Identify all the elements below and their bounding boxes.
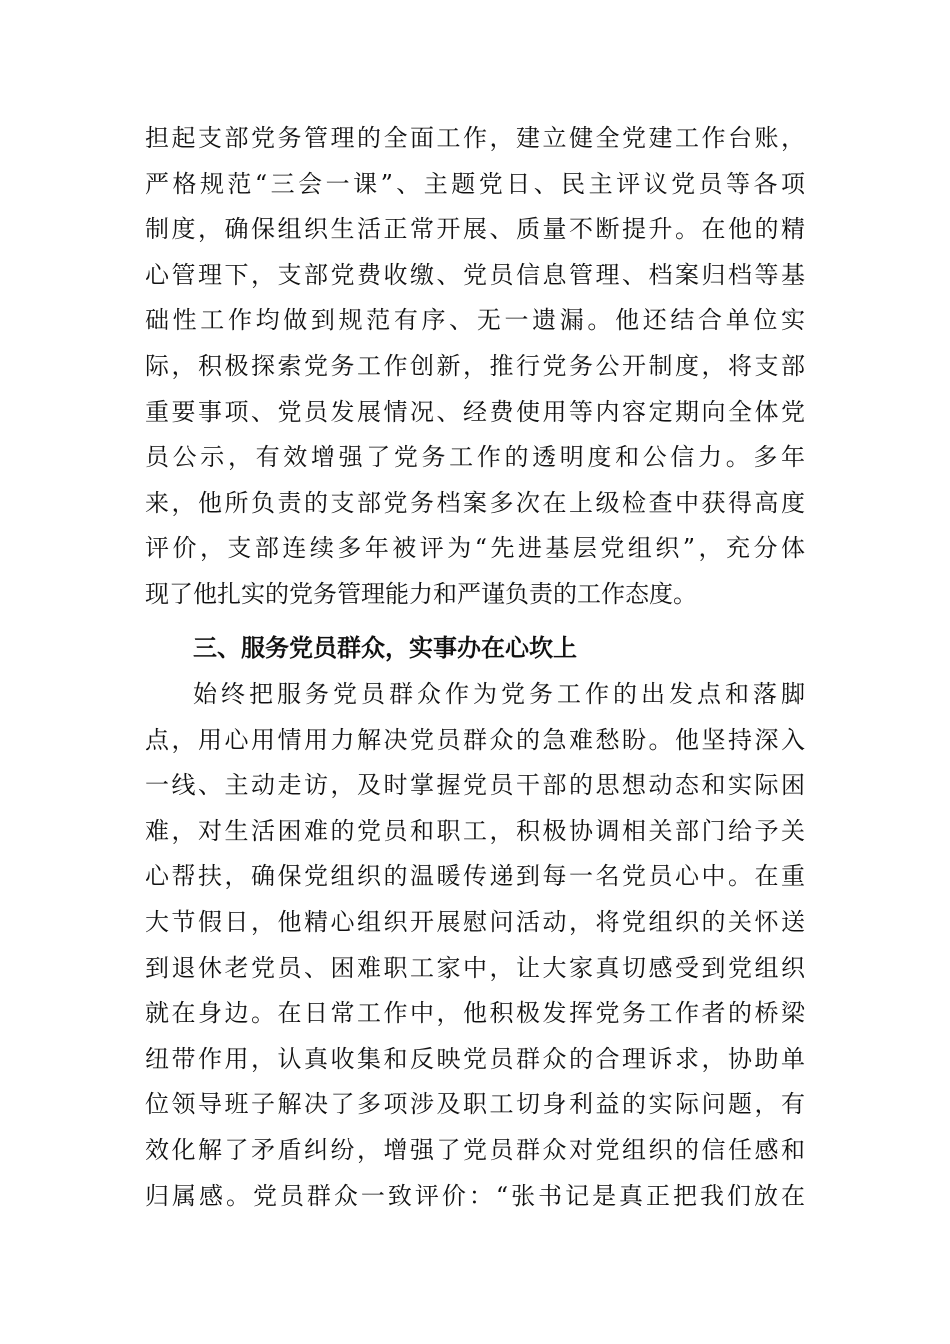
text-line: 重要事项、党员发展情况、经费使用等内容定期向全体党 — [145, 397, 805, 426]
paragraph-party-affairs-management — [145, 116, 805, 618]
text-line: 就在身边。在日常工作中，他积极发挥党务工作者的桥梁 — [145, 999, 805, 1028]
text-line: 担起支部党务管理的全面工作，建立健全党建工作台账， — [145, 124, 805, 152]
text-line: 一线、主动走访，及时掌握党员干部的思想动态和实际困 — [145, 771, 805, 800]
text-line: 制度，确保组织生活正常开展、质量不断提升。在他的精 — [145, 215, 805, 244]
text-line: 心帮扶，确保党组织的温暖传递到每一名党员心中。在重 — [145, 862, 805, 891]
text-line: 到退休老党员、困难职工家中，让大家真切感受到党组织 — [145, 953, 805, 982]
text-line: 现了他扎实的党务管理能力和严谨负责的工作态度。 — [145, 579, 697, 608]
text-line: 点，用心用情用力解决党员群众的急难愁盼。他坚持深入 — [145, 725, 805, 754]
section-heading-block — [145, 626, 805, 672]
text-line: 员公示，有效增强了党务工作的透明度和公信力。多年 — [145, 443, 805, 472]
text-line: 来，他所负责的支部党务档案多次在上级检查中获得高度 — [145, 488, 805, 517]
text-line: 归属感。党员群众一致评价：“张书记是真正把我们放在 — [145, 1181, 805, 1210]
text-line: 纽带作用，认真收集和反映党员群众的合理诉求，协助单 — [145, 1044, 805, 1073]
paragraph-serving-members — [145, 672, 805, 1219]
text-line: 评价，支部连续多年被评为“先进基层党组织”，充分体 — [145, 534, 805, 563]
text-line: 大节假日，他精心组织开展慰问活动，将党组织的关怀送 — [145, 907, 805, 936]
section-heading: 三、服务党员群众，实事办在心坎上 — [193, 634, 577, 662]
text-line: 难，对生活困难的党员和职工，积极协调相关部门给予关 — [145, 816, 805, 845]
text-line: 效化解了矛盾纠纷，增强了党员群众对党组织的信任感和 — [145, 1135, 805, 1164]
text-line: 础性工作均做到规范有序、无一遗漏。他还结合单位实 — [145, 306, 805, 335]
text-line: 严格规范“三会一课”、主题党日、民主评议党员等各项 — [145, 169, 805, 198]
text-line: 际，积极探索党务工作创新，推行党务公开制度，将支部 — [145, 351, 805, 380]
text-line: 心管理下，支部党费收缴、党员信息管理、档案归档等基 — [145, 260, 805, 289]
text-line: 始终把服务党员群众作为党务工作的出发点和落脚 — [193, 680, 805, 708]
text-line: 位领导班子解决了多项涉及职工切身利益的实际问题，有 — [145, 1090, 805, 1119]
